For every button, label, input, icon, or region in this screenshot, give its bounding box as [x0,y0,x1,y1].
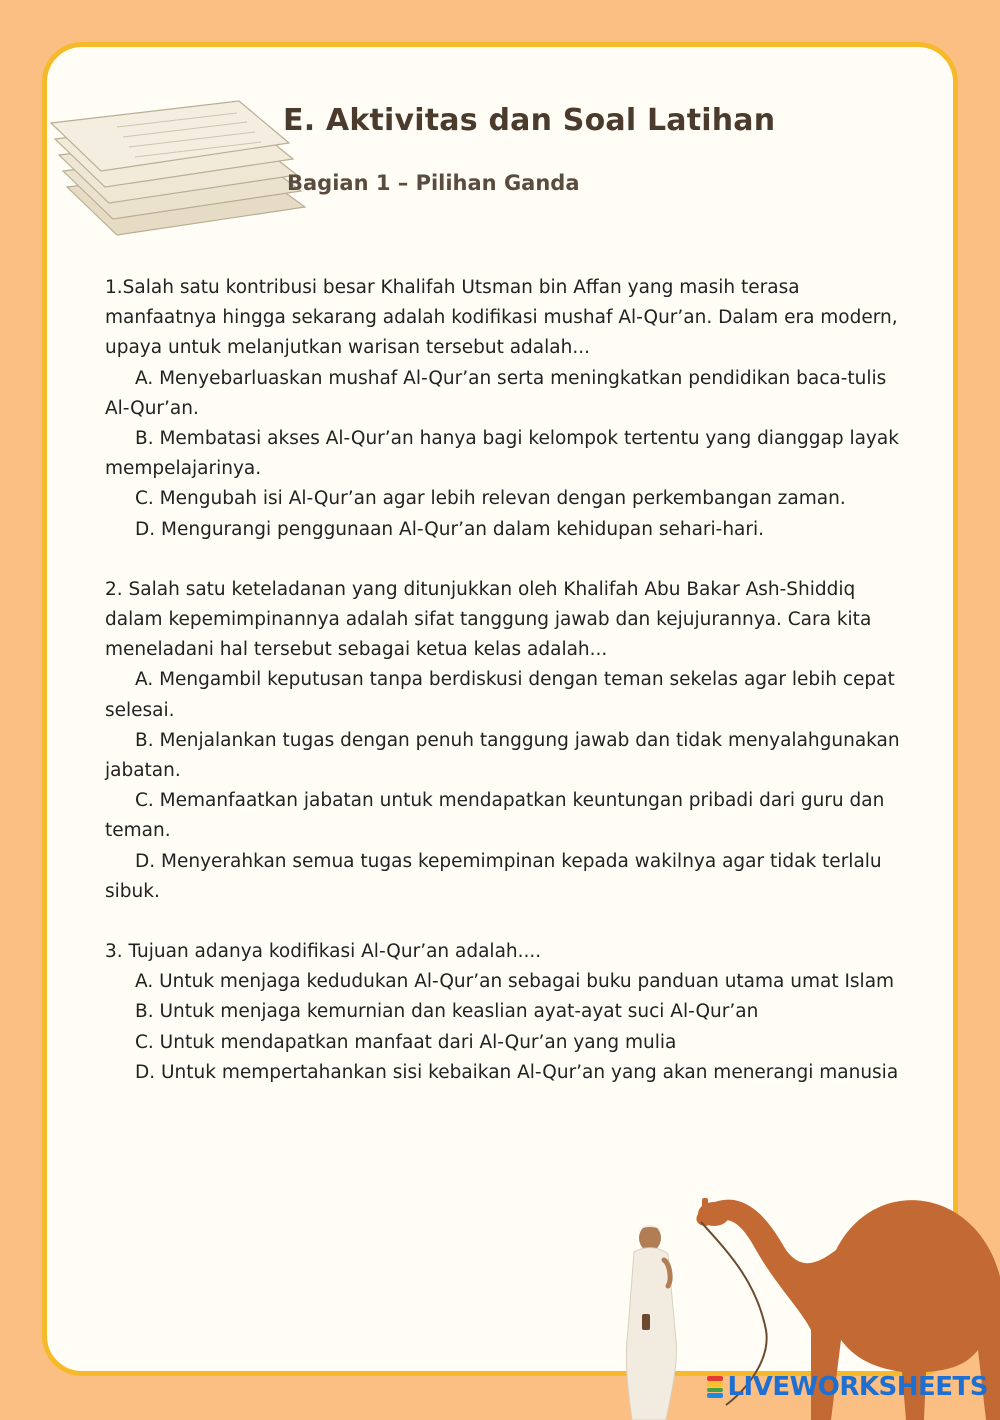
option-d[interactable]: D. Untuk mempertahankan sisi kebaikan Al-Qur’an yang akan menerangi manusia [135,1061,899,1083]
logo-text: LIVEWORKSHEETS [727,1372,988,1402]
option-b[interactable]: B. Untuk menjaga kemurnian dan keaslian ayat-ayat suci Al-Qur’an [135,1001,759,1023]
option-d[interactable]: D. Menyerahkan semua tugas kepemimpinan kepada wakilnya agar tidak terlalu sibuk. [105,850,882,902]
question-text: 3. Tujuan adanya kodifikasi Al-Qur’an adalah.... [105,941,542,963]
paper-stack-icon [47,67,317,247]
option-a[interactable]: A. Untuk menjaga kedudukan Al-Qur’an sebagai buku panduan utama umat Islam [135,971,895,993]
question-text: 2. Salah satu keteladanan yang ditunjukkan oleh Khalifah Abu Bakar Ash-Shiddiq dalam kepemimpinannya adalah sifat tanggung jawab dan kejujurannya. Cara kita meneladani hal tersebut sebagai ketua kelas adalah... [105,578,872,661]
logo-mark-block [707,1376,723,1381]
liveworksheets-logo [707,1372,988,1402]
question-3 [105,937,911,1088]
worksheet-card [42,42,958,1376]
question-text: 1.Salah satu kontribusi besar Khalifah Utsman bin Affan yang masih terasa manfaatnya hingga sekarang adalah kodifikasi mushaf Al-Qur’an. Dalam era modern, upaya untuk melanjutkan warisan tersebut adalah... [105,277,898,359]
option-c[interactable]: C. Mengubah isi Al-Qur’an agar lebih relevan dengan perkembangan zaman. [135,488,846,510]
logo-mark-block [707,1382,723,1387]
option-b[interactable]: B. Membatasi akses Al-Qur’an hanya bagi kelompok tertentu yang dianggap layak mempelajarinya. [105,428,899,480]
logo-mark [707,1376,723,1398]
person-icon [626,1225,676,1420]
option-a[interactable]: A. Mengambil keputusan tanpa berdiskusi dengan teman sekelas agar lebih cepat selesai. [105,669,895,721]
question-2 [105,575,911,907]
option-d[interactable]: D. Mengurangi penggunaan Al-Qur’an dalam kehidupan sehari-hari. [135,518,765,540]
question-list [105,273,911,1118]
logo-mark-block [707,1388,723,1393]
option-b[interactable]: B. Menjalankan tugas dengan penuh tanggung jawab dan tidak menyalahgunakan jabatan. [105,729,900,782]
logo-mark-block [707,1393,723,1398]
page-title: E. Aktivitas dan Soal Latihan [283,103,776,138]
option-c[interactable]: C. Memanfaatkan jabatan untuk mendapatkan keuntungan pribadi dari guru dan teman. [105,790,885,842]
question-1 [105,273,911,545]
option-a[interactable]: A. Menyebarluaskan mushaf Al-Qur’an serta meningkatkan pendidikan baca-tulis Al-Qur’an. [105,367,887,419]
page-subtitle: Bagian 1 – Pilihan Ganda [287,171,580,195]
option-c[interactable]: C. Untuk mendapatkan manfaat dari Al-Qur’an yang mulia [135,1031,677,1053]
